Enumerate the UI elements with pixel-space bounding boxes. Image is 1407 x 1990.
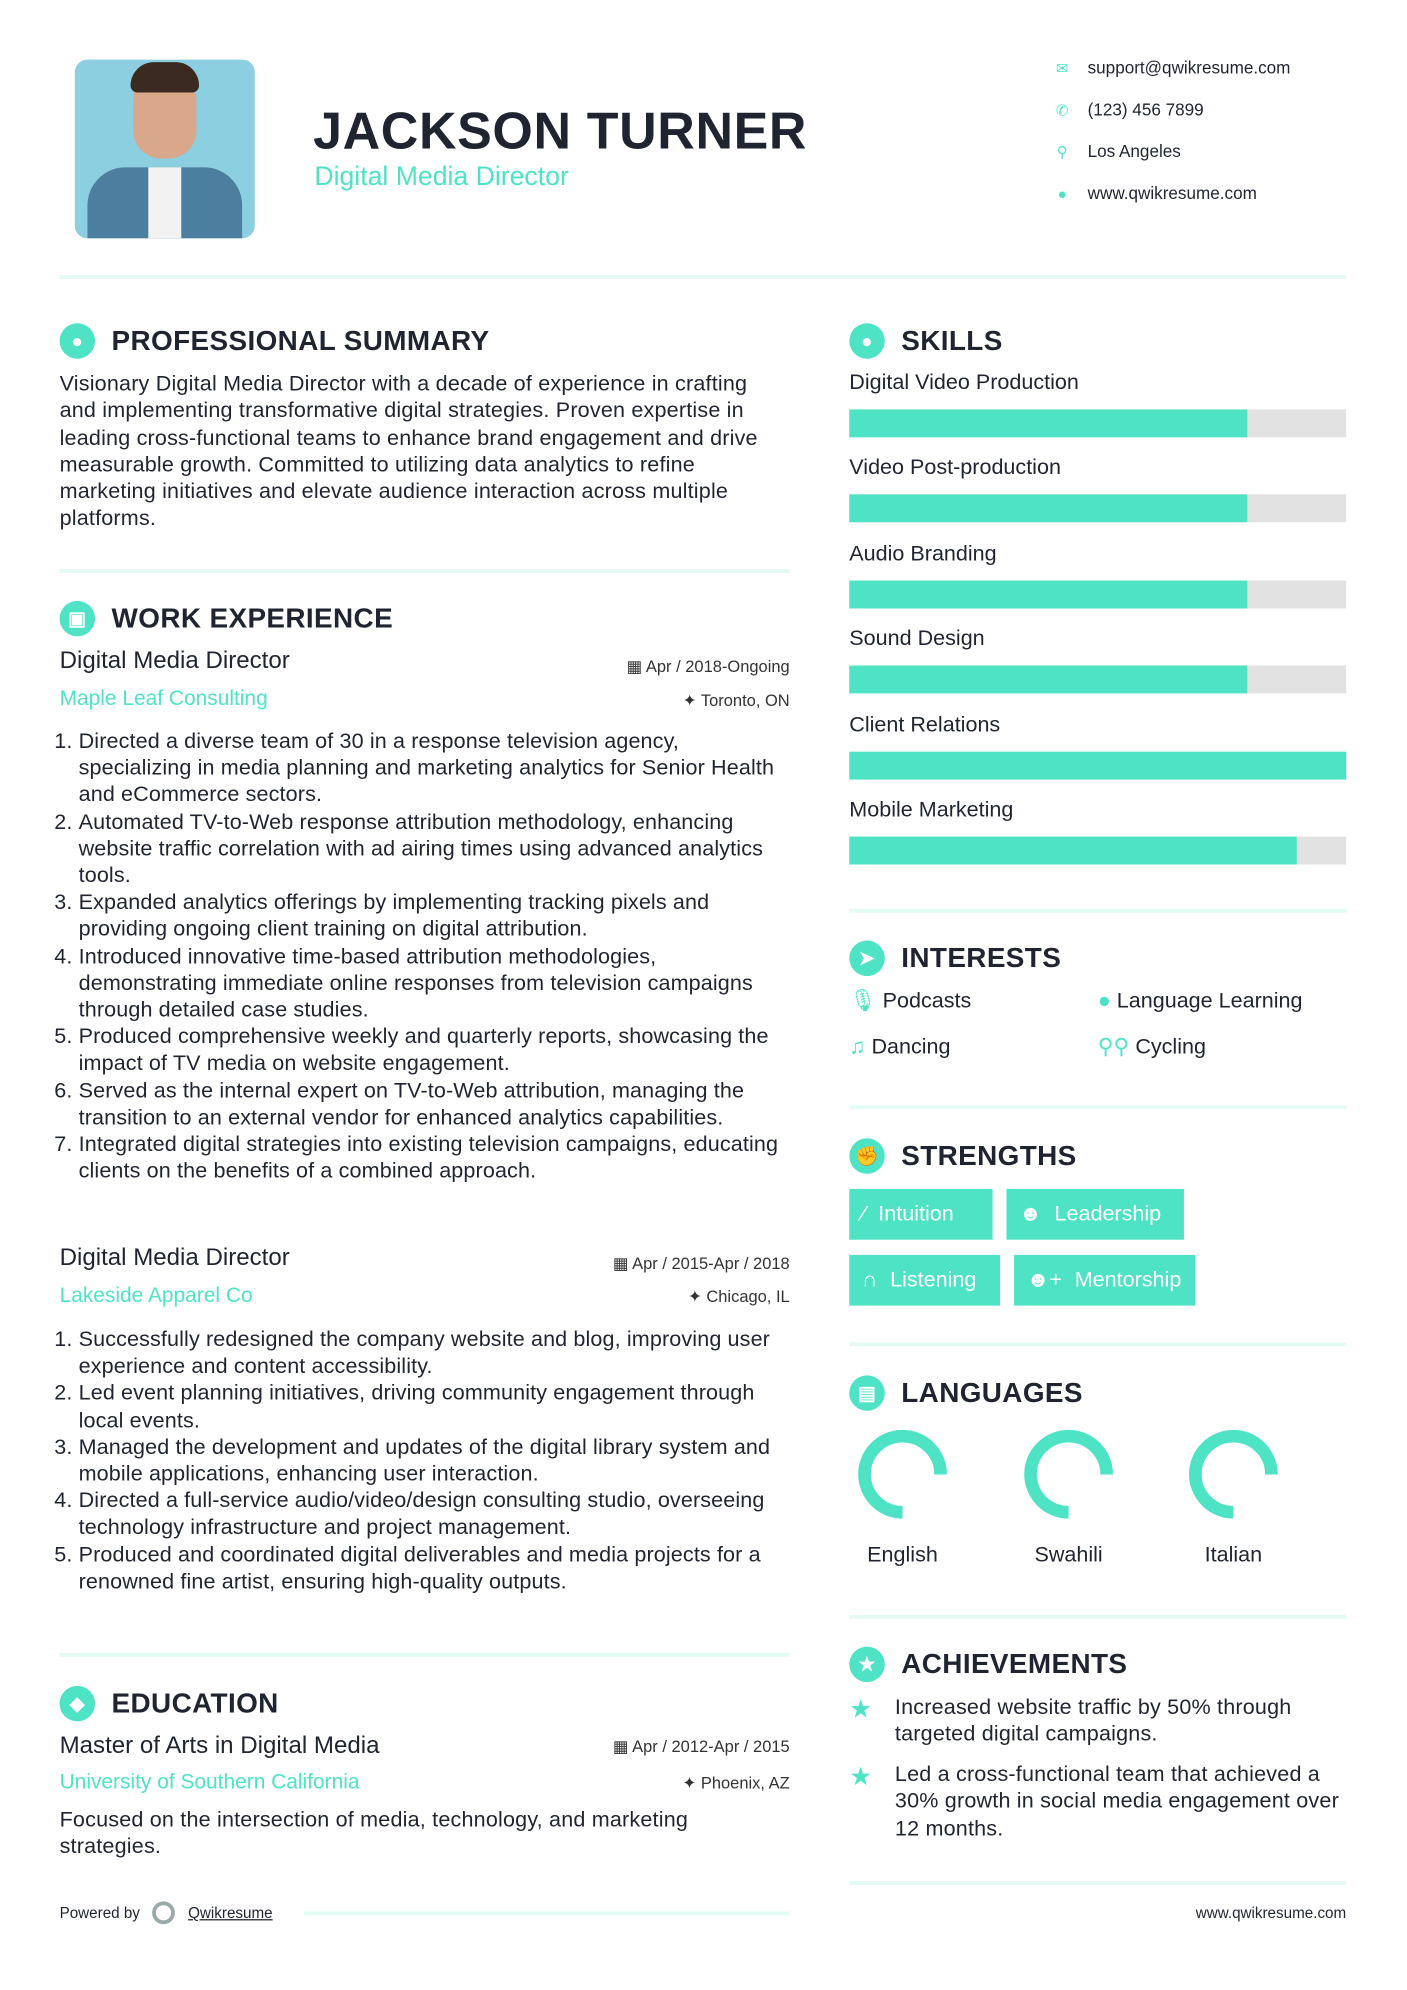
magic-wand-icon: ⁄ xyxy=(861,1201,866,1226)
calendar-icon: ▦ xyxy=(612,1253,633,1273)
calendar-icon: ▦ xyxy=(626,656,646,676)
qwikresume-logo-icon xyxy=(153,1901,176,1924)
music-note-icon: ♫ xyxy=(849,1034,866,1059)
skill-bar xyxy=(849,751,1346,779)
interest-item: 🎙 Podcasts xyxy=(849,988,972,1013)
bicycle-icon: ⚲⚲ xyxy=(1097,1034,1130,1059)
achievements-heading: ★ ACHIEVEMENTS xyxy=(849,1647,1127,1682)
interest-item: ⚲⚲ Cycling xyxy=(1097,1034,1206,1059)
graduation-icon: ◆ xyxy=(60,1686,95,1721)
skill-label: Mobile Marketing xyxy=(849,797,1014,822)
skill-label: Audio Branding xyxy=(849,541,997,566)
achievement-star-icon: ★ xyxy=(849,1763,873,1792)
pin-icon: ✦ xyxy=(682,1773,701,1793)
job-location: ✦ Toronto, ON xyxy=(682,690,790,710)
footer-divider xyxy=(304,1912,789,1916)
skill-bar-fill xyxy=(849,837,1296,865)
job-company: Lakeside Apparel Co xyxy=(59,1284,253,1307)
paper-plane-icon: ➤ xyxy=(849,941,884,976)
headphones-icon: ∩ xyxy=(861,1267,878,1292)
language-ring xyxy=(1018,1424,1119,1525)
briefcase-icon: ▣ xyxy=(60,601,95,636)
skill-bar xyxy=(849,666,1346,694)
language-icon: ▤ xyxy=(849,1375,884,1410)
section-divider xyxy=(60,1653,790,1657)
school-name: University of Southern California xyxy=(59,1770,360,1794)
map-pin-icon: ⚲ xyxy=(1056,142,1068,161)
lightbulb-icon: ● xyxy=(849,323,884,358)
pin-icon: ✦ xyxy=(687,1286,707,1306)
job-bullets: 1. Directed a diverse team of 30 in a response television agency, specializing in media planning and marketing analytics for Senior Health and eCommerce sectors. 2. Automated TV-to-Web response attribution methodology, enhancing website traffic correlation with ad airing times using advanced analytics tools. 3. Expanded analytics offerings by implementing tracking pixels and providing ongoing client training on digital attribution. 4. Introduced innovative time-based attribution methodologies, demonstrating immediate online responses from television campaigns through detailed case studies. 5. Produced comprehensive weekly and quarterly reports, showcasing the impact of TV media on website engagement. 6. Served as the internal expert on TV-to-Web attribution, managing the transition to an external vendor for enhanced analytics capabilities. 7. Integrated digital strategies into existing television campaigns, educating clients on the benefits of a combined approach. xyxy=(60,728,795,1185)
education-date: ▦ Apr / 2012-Apr / 2015 xyxy=(612,1736,790,1756)
strength-chip: ∩ Listening xyxy=(849,1255,1000,1306)
achievement-item: Increased website traffic by 50% through targeted digital campaigns. xyxy=(894,1694,1292,1746)
interests-heading: ➤ INTERESTS xyxy=(849,941,1061,976)
language-name: Italian xyxy=(1204,1542,1263,1567)
skill-label: Digital Video Production xyxy=(849,370,1079,395)
skill-bar-fill xyxy=(849,751,1346,779)
globe-icon: ● xyxy=(1057,184,1067,203)
job-company: Maple Leaf Consulting xyxy=(59,687,268,710)
skills-heading: ● SKILLS xyxy=(849,323,1002,358)
envelope-icon: ✉ xyxy=(1055,58,1069,77)
strength-chip: ⁄ Intuition xyxy=(849,1189,992,1240)
job-title: Digital Media Director xyxy=(59,1244,290,1272)
contact-phone[interactable]: ✆ (123) 456 7899 xyxy=(1055,100,1204,120)
contact-email[interactable]: ✉ support@qwikresume.com xyxy=(1055,58,1291,78)
education-location: ✦ Phoenix, AZ xyxy=(682,1773,790,1793)
contact-website[interactable]: ● www.qwikresume.com xyxy=(1055,184,1257,203)
job-location: ✦ Chicago, IL xyxy=(687,1286,790,1306)
job-title: Digital Media Director xyxy=(59,647,290,675)
fist-icon: ✊ xyxy=(849,1138,884,1173)
skill-bar-fill xyxy=(849,666,1247,694)
footer-website[interactable]: www.qwikresume.com xyxy=(1195,1903,1347,1922)
strength-chip: ☻ Leadership xyxy=(1006,1189,1183,1240)
header-divider xyxy=(60,275,1347,279)
user-plus-icon: ☻+ xyxy=(1026,1267,1063,1292)
skill-label: Client Relations xyxy=(849,711,1001,736)
contact-location: ⚲ Los Angeles xyxy=(1055,142,1181,161)
profile-photo xyxy=(75,60,255,239)
skill-bar xyxy=(849,580,1346,608)
degree-title: Master of Arts in Digital Media xyxy=(59,1732,380,1760)
skill-bar xyxy=(849,409,1346,437)
language-name: Swahili xyxy=(1034,1542,1103,1567)
candidate-title: Digital Media Director xyxy=(314,162,569,192)
achievement-item: Led a cross-functional team that achieved a 30% growth in social media engagement over 12 months. xyxy=(894,1761,1339,1841)
skill-bar xyxy=(849,495,1346,523)
section-divider xyxy=(849,909,1346,913)
languages-heading: ▤ LANGUAGES xyxy=(849,1375,1083,1410)
skill-bar-fill xyxy=(849,495,1247,523)
language-ring-arc xyxy=(1195,1436,1271,1512)
language-ring-arc xyxy=(1031,1436,1107,1512)
language-ring xyxy=(1183,1424,1284,1525)
education-text: Focused on the intersection of media, technology, and marketing strategies. xyxy=(59,1807,689,1859)
calendar-icon: ▦ xyxy=(612,1736,633,1756)
language-name: English xyxy=(867,1542,938,1567)
job-bullets: 1. Successfully redesigned the company website and blog, improving user experience and content accessibility. 2. Led event planning initiatives, driving community engagement through local events. 3. Managed the development and updates of the digital library system and mobile applications, enhancing user interaction. 4. Directed a full-service audio/video/design consulting studio, overseeing technology infrastructure and project management. 5. Produced and coordinated digital deliverables and media projects for a renowned fine artist, ensuring high-quality outputs. xyxy=(60,1326,802,1595)
phone-icon: ✆ xyxy=(1055,100,1069,119)
pin-icon: ✦ xyxy=(682,690,701,710)
skill-label: Video Post-production xyxy=(849,455,1061,480)
summary-heading: ● PROFESSIONAL SUMMARY xyxy=(60,323,490,358)
skill-bar-fill xyxy=(849,580,1247,608)
skill-label: Sound Design xyxy=(849,626,985,651)
section-divider xyxy=(849,1881,1346,1885)
job-date: ▦ Apr / 2015-Apr / 2018 xyxy=(612,1253,790,1273)
powered-by: Powered by Qwikresume xyxy=(60,1901,273,1924)
skill-bar-fill xyxy=(849,409,1247,437)
section-divider xyxy=(60,569,790,573)
star-badge-icon: ★ xyxy=(849,1647,884,1682)
achievement-star-icon: ★ xyxy=(849,1696,873,1724)
job-date: ▦ Apr / 2018-Ongoing xyxy=(626,656,790,676)
strengths-heading: ✊ STRENGTHS xyxy=(849,1138,1076,1173)
skill-bar xyxy=(849,837,1346,865)
user-icon: ● xyxy=(60,323,95,358)
work-heading: ▣ WORK EXPERIENCE xyxy=(60,601,393,636)
language-ring xyxy=(852,1424,953,1525)
section-divider xyxy=(849,1342,1346,1346)
interest-item: ♫ Dancing xyxy=(849,1034,951,1059)
language-ring-arc xyxy=(865,1436,941,1512)
globe-icon: ● xyxy=(1097,988,1111,1013)
qwikresume-link[interactable]: Qwikresume xyxy=(188,1903,273,1922)
education-heading: ◆ EDUCATION xyxy=(60,1686,279,1721)
candidate-name: JACKSON TURNER xyxy=(313,101,808,160)
strength-chip: ☻+ Mentorship xyxy=(1014,1255,1195,1306)
interest-item: ● Language Learning xyxy=(1097,988,1303,1013)
section-divider xyxy=(849,1615,1346,1619)
users-icon: ☻ xyxy=(1019,1201,1042,1226)
section-divider xyxy=(849,1105,1346,1109)
microphone-icon: 🎙 xyxy=(849,988,877,1013)
summary-text: Visionary Digital Media Director with a decade of experience in crafting and implementing transformative digital strategies. Proven expertise in leading cross-functional teams to enhance brand engagement and drive measurable growth. Committed to utilizing data analytics to refine marketing initiatives and elevate audience interaction across multiple platforms. xyxy=(59,371,758,531)
